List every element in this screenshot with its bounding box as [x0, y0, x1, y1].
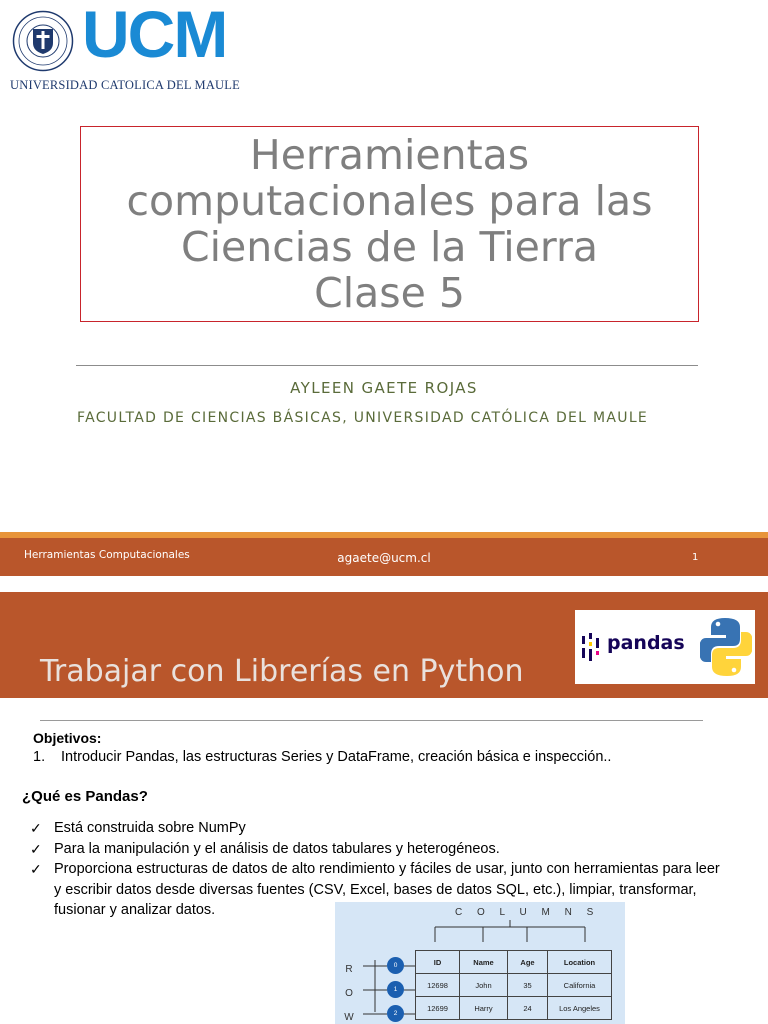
bullet-text: Proporciona estructuras de datos de alto rendimiento y fáciles de usar, junto con herramientas para leer y escribir datos desde diversas fuentes (CSV, Excel, bases de datos SQL, etc.), limpiar, transformar, fusionar y analizar datos. [54, 861, 720, 918]
objective-text: Introducir Pandas, las estructuras Series y DataFrame, creación básica e inspección.. [61, 749, 612, 765]
checkmark-icon: ✓ [30, 840, 42, 857]
pandas-python-logo [575, 610, 755, 684]
pandas-wordmark: pandas [607, 632, 685, 654]
pandas-icon [581, 632, 601, 662]
table-cell: Los Angeles [548, 997, 612, 1020]
table-cell: California [548, 974, 612, 997]
footer-email[interactable]: agaete@ucm.cl [337, 551, 431, 565]
divider [40, 720, 703, 721]
slide-title: Trabajar con Librerías en Python [40, 654, 524, 689]
index-badge: 1 [387, 981, 404, 998]
university-name: UNIVERSIDAD CATOLICA DEL MAULE [10, 78, 240, 92]
footer-course: Herramientas Computacionales [24, 549, 190, 561]
question-heading: ¿Qué es Pandas? [22, 788, 148, 805]
table-cell: John [460, 974, 508, 997]
table-cell: 12699 [416, 997, 460, 1020]
rows-label [344, 958, 354, 1024]
table-cell: 24 [508, 997, 548, 1020]
dataframe-table [415, 950, 612, 1020]
table-header: Location [548, 951, 612, 974]
columns-label: C O L U M N S [455, 907, 600, 918]
divider [76, 365, 698, 366]
table-cell: 35 [508, 974, 548, 997]
title-line: Herramientas [249, 131, 530, 179]
index-badge: 2 [387, 1005, 404, 1022]
table-header: Name [460, 951, 508, 974]
author-name: AYLEEN GAETE ROJAS [290, 379, 478, 397]
title-line: Clase 5 [314, 269, 465, 317]
table-cell: 12698 [416, 974, 460, 997]
table-row [416, 997, 612, 1020]
table-header: ID [416, 951, 460, 974]
slide-2 [0, 592, 768, 1024]
bullet-text: Para la manipulación y el análisis de datos tabulares y heterogéneos. [54, 840, 500, 857]
table-row [416, 974, 612, 997]
index-badge: 0 [387, 957, 404, 974]
bullet-item [30, 839, 720, 860]
bullet-item [30, 818, 720, 839]
rows-letter: O [345, 988, 353, 999]
footer-page-number: 1 [692, 552, 699, 563]
objective-number: 1. [33, 749, 46, 765]
slide-header [0, 592, 768, 698]
title-box [80, 126, 699, 322]
faculty-name: FACULTAD DE CIENCIAS BÁSICAS, UNIVERSIDAD CATÓLICA DEL MAULE [77, 410, 649, 426]
table-header: Age [508, 951, 548, 974]
table-header-row [416, 951, 612, 974]
table-cell: Harry [460, 997, 508, 1020]
dataframe-diagram [335, 902, 625, 1024]
ucm-seal-icon [12, 10, 74, 72]
ucm-logo [10, 0, 250, 94]
checkmark-icon: ✓ [30, 861, 42, 877]
bullet-text: Está construida sobre NumPy [54, 820, 246, 836]
objective-item [33, 749, 611, 765]
title-line: Ciencias de la Tierra [180, 223, 599, 271]
title-line: computacionales para las [126, 177, 653, 225]
python-icon [700, 616, 752, 678]
rows-letter: R [345, 964, 353, 975]
objectives-heading: Objetivos: [33, 730, 102, 746]
ucm-wordmark: UCM [82, 0, 227, 71]
checkmark-icon: ✓ [30, 820, 42, 836]
rows-letter: W [344, 1012, 354, 1023]
footer-bar [0, 538, 768, 576]
